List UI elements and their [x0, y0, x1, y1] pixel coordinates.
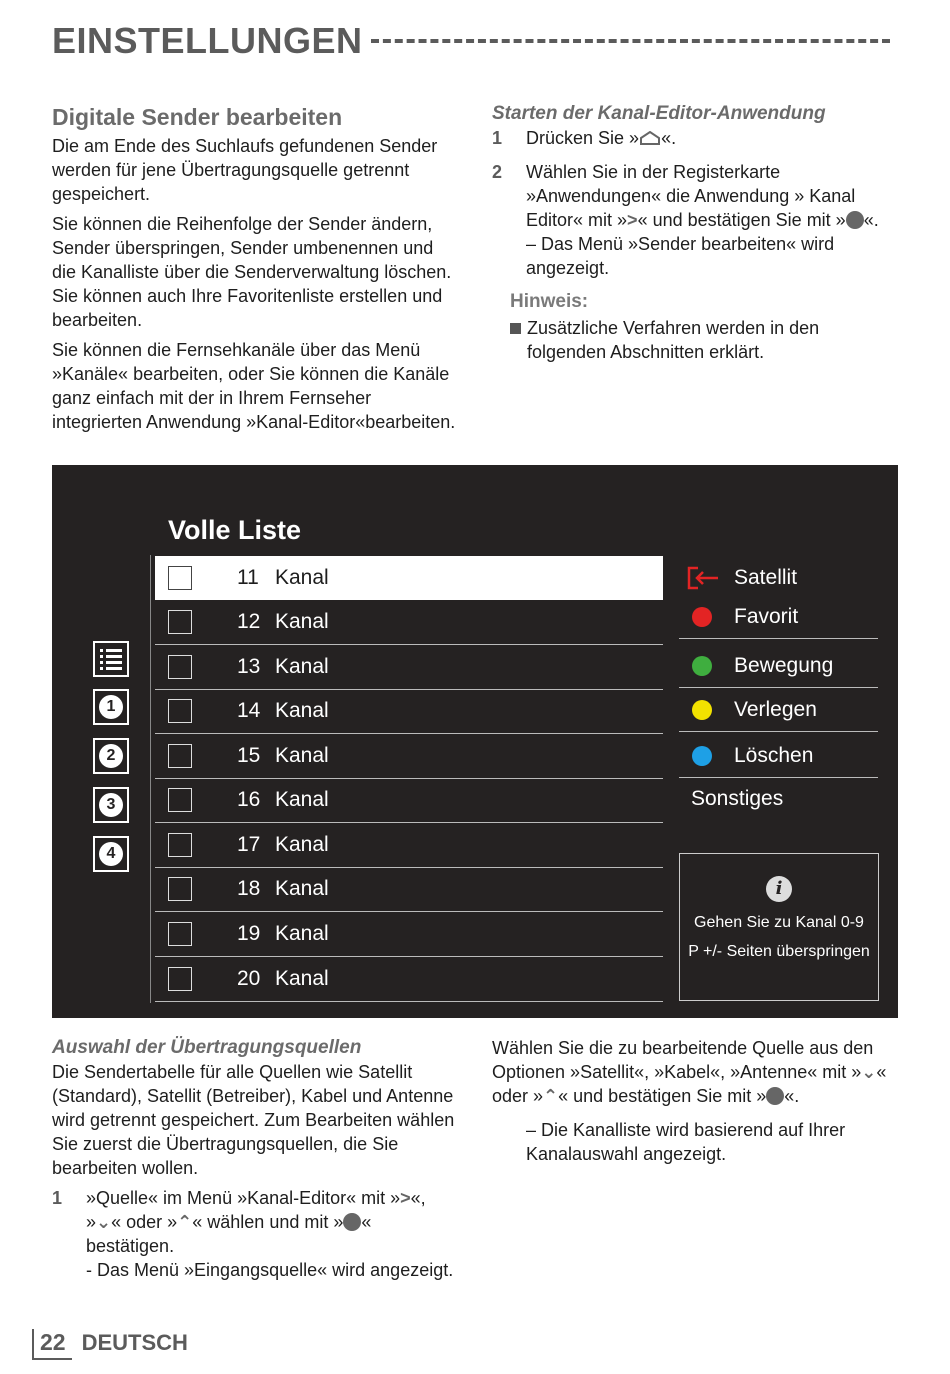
channel-label: Kanal: [275, 699, 329, 722]
channel-row[interactable]: [155, 734, 663, 779]
paragraph: Sie können die Reihenfolge der Sender ändern, Sender überspringen, Sender umbenennen und die Kanalliste über die Senderverwaltung löschen. Sie können auch Ihre Favoritenliste erstellen und bearbeiten.: [52, 214, 452, 330]
channel-checkbox[interactable]: [168, 699, 192, 723]
option-sonstiges[interactable]: [679, 778, 878, 820]
channel-checkbox[interactable]: [168, 967, 192, 991]
chevron-right-icon: >: [627, 210, 638, 230]
ok-button-icon: [846, 211, 864, 229]
info-box: [679, 853, 879, 1001]
step-text: - Das Menü »Eingangsquelle« wird angezeigt.: [86, 1260, 454, 1280]
yellow-button-icon: [692, 700, 712, 720]
option-favorit[interactable]: [679, 596, 878, 639]
divider: [150, 555, 151, 1003]
channel-checkbox[interactable]: [168, 610, 192, 634]
ok-button-icon: [766, 1087, 784, 1105]
step-2: [492, 160, 892, 280]
channel-checkbox[interactable]: [168, 833, 192, 857]
info-text: P +/- Seiten überspringen: [688, 943, 870, 960]
step-text: Drücken Sie »: [526, 128, 640, 148]
channel-label: Kanal: [275, 967, 329, 990]
channel-row[interactable]: [155, 912, 663, 957]
bullet-square-icon: [510, 323, 521, 334]
page-number: 22: [32, 1329, 72, 1360]
option-label: Verlegen: [734, 698, 817, 721]
channel-number: 16: [237, 788, 261, 811]
channel-label: Kanal: [275, 922, 329, 945]
right-bottom-column: [492, 1036, 892, 1172]
channel-row[interactable]: [155, 689, 663, 734]
channel-number: 20: [237, 967, 261, 990]
option-verlegen[interactable]: [679, 689, 878, 732]
paragraph: [492, 1036, 892, 1108]
left-bottom-column: [52, 1036, 462, 1292]
step-text: «.: [661, 128, 677, 148]
step-text: « oder »: [111, 1212, 178, 1232]
section-heading-sources: Auswahl der Übertragungsquellen: [52, 1037, 362, 1058]
info-icon: i: [766, 876, 792, 902]
channel-number: 12: [237, 610, 261, 633]
number-4-icon: 4: [99, 842, 123, 866]
channel-checkbox[interactable]: [168, 922, 192, 946]
channel-row[interactable]: [155, 600, 663, 645]
ok-button-icon: [343, 1213, 361, 1231]
note-item: [510, 316, 892, 364]
channel-number: 17: [237, 833, 261, 856]
step-text: « wählen und mit »: [192, 1212, 344, 1232]
number-2-icon: 2: [99, 744, 123, 768]
option-label: Bewegung: [734, 654, 834, 677]
text: Wählen Sie die zu bearbeitende Quelle aus den Optionen »Satellit«, »Kabel«, »Antenne« mit »: [492, 1038, 874, 1082]
step-1: [492, 126, 892, 150]
section-heading-start: Starten der Kanal-Editor-Anwendung: [492, 103, 826, 124]
channel-label: Kanal: [275, 566, 329, 589]
channel-row[interactable]: [155, 778, 663, 823]
list-4-button[interactable]: [93, 836, 129, 872]
paragraph: – Die Kanalliste wird basierend auf Ihrer Kanalauswahl angezeigt.: [526, 1120, 846, 1164]
note-text: Zusätzliche Verfahren werden in den folgenden Abschnitten erklärt.: [527, 318, 820, 362]
step-number: 1: [492, 128, 503, 148]
step-number: 1: [52, 1188, 63, 1208]
channel-number: 13: [237, 655, 261, 678]
paragraph: Die Sendertabelle für alle Quellen wie Satellit (Standard), Satellit (Betreiber), Kabel und Antenne wird getrennt gespeichert. Zum Bearbeiten wählen Sie zuerst die Übertragungsquellen, die Sie bearbeiten wollen.: [52, 1062, 455, 1178]
page-footer: [32, 1324, 188, 1360]
list-3-button[interactable]: [93, 787, 129, 823]
option-label: Satellit: [734, 566, 798, 589]
blue-button-icon: [692, 746, 712, 766]
number-1-icon: 1: [99, 695, 123, 719]
list-icon-glyph: [98, 646, 124, 672]
home-icon: [639, 131, 661, 145]
list-icon[interactable]: [93, 641, 129, 677]
channel-number: 18: [237, 877, 261, 900]
channel-number: 15: [237, 744, 261, 767]
info-text: Gehen Sie zu Kanal 0-9: [694, 914, 864, 931]
option-loeschen[interactable]: [679, 735, 878, 778]
option-label: Sonstiges: [691, 787, 784, 810]
green-button-icon: [692, 656, 712, 676]
chevron-down-icon: ⌄: [96, 1212, 112, 1232]
channel-row[interactable]: [155, 957, 663, 1002]
step-1: [52, 1186, 462, 1282]
channel-label: Kanal: [275, 788, 329, 811]
number-3-icon: 3: [99, 793, 123, 817]
channel-row[interactable]: [155, 556, 663, 600]
step-text: «.: [863, 210, 879, 230]
language-label: DEUTSCH: [81, 1330, 188, 1355]
paragraph: Die am Ende des Suchlaufs gefundenen Sender werden für jene Übertragungsquelle getrennt gespeichert.: [52, 136, 438, 204]
chevron-up-icon: ⌃: [177, 1212, 193, 1232]
channel-label: Kanal: [275, 744, 329, 767]
channel-checkbox[interactable]: [168, 744, 192, 768]
step-number: 2: [492, 162, 503, 182]
chevron-down-icon: ⌄: [861, 1062, 877, 1082]
option-label: Favorit: [734, 605, 799, 628]
tv-list-title: Volle Liste: [168, 515, 302, 545]
text: «.: [784, 1086, 800, 1106]
channel-row[interactable]: [155, 823, 663, 868]
list-2-button[interactable]: [93, 738, 129, 774]
channel-label: Kanal: [275, 833, 329, 856]
list-1-button[interactable]: [93, 689, 129, 725]
chevron-up-icon: ⌃: [543, 1086, 559, 1106]
step-text: – Das Menü »Sender bearbeiten« wird angezeigt.: [526, 234, 835, 278]
channel-number: 14: [237, 699, 261, 722]
channel-number: 19: [237, 922, 261, 945]
option-label: Löschen: [734, 744, 814, 767]
channel-checkbox[interactable]: [168, 655, 192, 679]
channel-checkbox[interactable]: [168, 566, 192, 590]
chevron-right-icon: >: [400, 1188, 411, 1208]
red-button-icon: [692, 607, 712, 627]
channel-row[interactable]: [155, 645, 663, 690]
tv-channel-editor-screenshot: [52, 465, 898, 1018]
paragraph: Sie können die Fernsehkanäle über das Menü »Kanäle« bearbeiten, oder Sie können die Kanäle ganz einfach mit der in Ihrem Fernseher integrierten Anwendung »Kanal-Editor«bearbeiten.: [52, 340, 456, 432]
channel-label: Kanal: [275, 655, 329, 678]
text: « oder »: [492, 1062, 887, 1106]
channel-label: Kanal: [275, 610, 329, 633]
option-satellit[interactable]: [679, 557, 878, 599]
right-top-column: [492, 102, 892, 364]
step-text: »Quelle« im Menü »Kanal-Editor« mit »: [86, 1188, 401, 1208]
left-top-column: [52, 102, 460, 440]
section-heading-digital: Digitale Sender bearbeiten: [52, 104, 343, 130]
option-bewegung[interactable]: [679, 645, 878, 688]
channel-checkbox[interactable]: [168, 877, 192, 901]
channel-row[interactable]: [155, 867, 663, 912]
source-input-icon: [686, 565, 720, 591]
channel-number: 11: [237, 566, 259, 589]
channel-checkbox[interactable]: [168, 788, 192, 812]
text: « und bestätigen Sie mit »: [558, 1086, 767, 1106]
step-text: « bestätigen.: [86, 1212, 372, 1256]
step-text: Wählen Sie in der Registerkarte »Anwendungen« die Anwendung » Kanal Editor« mit »: [526, 162, 856, 230]
step-text: « und bestätigen Sie mit »: [637, 210, 846, 230]
page-header: [52, 18, 890, 64]
page-title: EINSTELLUNGEN: [52, 20, 363, 61]
header-dashed-line: [371, 39, 890, 43]
channel-label: Kanal: [275, 877, 329, 900]
step-text: «, »: [86, 1188, 426, 1232]
note-heading: Hinweis:: [510, 291, 589, 312]
